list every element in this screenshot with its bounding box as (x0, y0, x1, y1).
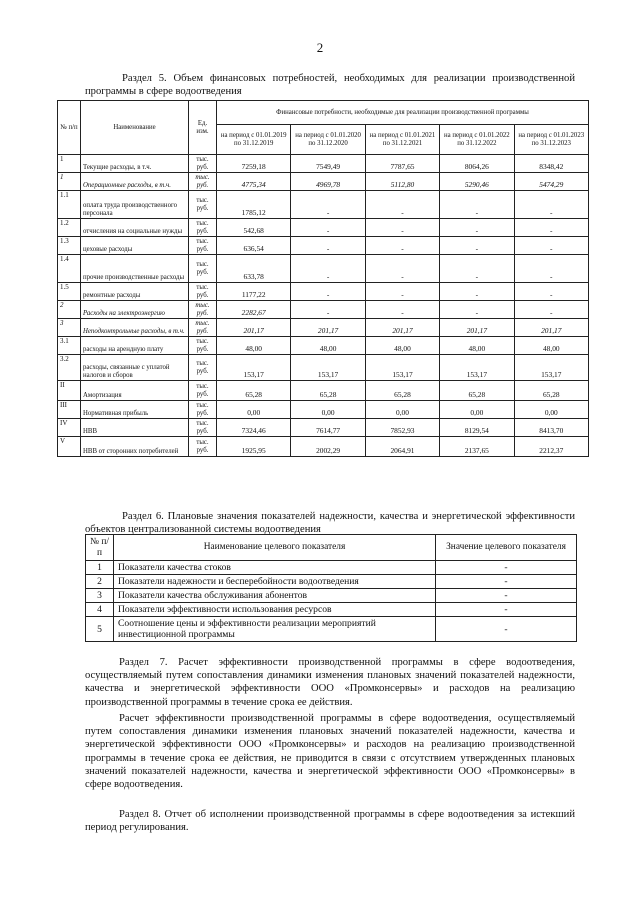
row-value: - (514, 219, 588, 237)
row-value: 7259,18 (217, 155, 291, 173)
row-value: 65,28 (440, 381, 514, 401)
col-header-value: Значение целевого показателя (436, 535, 577, 561)
row-value: 153,17 (217, 355, 291, 381)
row-value: - (440, 283, 514, 301)
row-number: 3.1 (58, 337, 81, 355)
row-value: 2064,91 (365, 437, 439, 457)
row-number: 1.4 (58, 255, 81, 283)
row-name: НВВ от сторонних потребителей (81, 437, 189, 457)
row-value: 0,00 (217, 401, 291, 419)
row-value: 7852,93 (365, 419, 439, 437)
row-value: 153,17 (365, 355, 439, 381)
row-value: - (440, 237, 514, 255)
row-number: 3.2 (58, 355, 81, 381)
row-name: Показатели эффективности использования ресурсов (114, 603, 436, 617)
row-number: 4 (86, 603, 114, 617)
table-row (58, 401, 589, 419)
row-value: 48,00 (365, 337, 439, 355)
row-value: 65,28 (514, 381, 588, 401)
row-value: 2002,29 (291, 437, 365, 457)
row-unit: тыс. руб. (189, 237, 217, 255)
row-value: 0,00 (291, 401, 365, 419)
table-row (86, 575, 577, 589)
row-value: 7549,49 (291, 155, 365, 173)
row-value: - (436, 603, 577, 617)
table-row (58, 255, 589, 283)
row-unit: тыс. руб. (189, 355, 217, 381)
row-value: 2282,67 (217, 301, 291, 319)
section5-heading-text: Раздел 5. Объем финансовых потребностей, необходимых для реализации производственной программы в сфере водоотведения (85, 73, 575, 97)
row-name: Операционные расходы, в т.ч. (81, 173, 189, 191)
col-header-no: № п/п (58, 101, 81, 155)
row-name: расходы на арендную плату (81, 337, 189, 355)
row-value: 636,54 (217, 237, 291, 255)
col-header-no: № п/п (86, 535, 114, 561)
section6-heading-text: Раздел 6. Плановые значения показателей надежности, качества и энергетической эффективности объектов централизованной системы водоотведения (85, 511, 575, 535)
row-unit: тыс. руб. (189, 419, 217, 437)
row-value: - (440, 191, 514, 219)
row-value: - (291, 283, 365, 301)
row-value: 201,17 (514, 319, 588, 337)
row-value: - (514, 237, 588, 255)
row-name: ремонтные расходы (81, 283, 189, 301)
row-value: 7787,65 (365, 155, 439, 173)
row-value: 8348,42 (514, 155, 588, 173)
row-value: 48,00 (440, 337, 514, 355)
row-name: Текущие расходы, в т.ч. (81, 155, 189, 173)
row-value: - (436, 561, 577, 575)
row-value: - (436, 617, 577, 642)
row-value: - (440, 301, 514, 319)
row-value: 201,17 (365, 319, 439, 337)
row-unit: тыс. руб. (189, 437, 217, 457)
col-header-period: на период с 01.01.2020 по 31.12.2020 (291, 125, 365, 155)
row-name: расходы, связанные с уплатой налогов и сборов (81, 355, 189, 381)
row-value: 2137,65 (440, 437, 514, 457)
row-value: - (440, 255, 514, 283)
row-value: 201,17 (217, 319, 291, 337)
row-name: Неподконтрольные расходы, в т.ч. (81, 319, 189, 337)
col-header-period: на период с 01.01.2022 по 31.12.2022 (440, 125, 514, 155)
row-name: Показатели качества обслуживания абонентов (114, 589, 436, 603)
row-number: 3 (58, 319, 81, 337)
table-row (58, 237, 589, 255)
row-unit: тыс. руб. (189, 219, 217, 237)
row-number: 2 (58, 301, 81, 319)
row-number: 1.3 (58, 237, 81, 255)
col-header-name: Наименование (81, 101, 189, 155)
row-value: - (291, 237, 365, 255)
section8-paragraph: Раздел 8. Отчет об исполнении производственной программы в сфере водоотведения за истекший период регулирования. (85, 809, 575, 834)
row-value: 65,28 (217, 381, 291, 401)
col-header-name: Наименование целевого показателя (114, 535, 436, 561)
row-value: 153,17 (514, 355, 588, 381)
table-row (58, 301, 589, 319)
row-value: - (291, 255, 365, 283)
table-row (86, 603, 577, 617)
table-row (58, 437, 589, 457)
col-header-unit: Ед. изм. (189, 101, 217, 155)
row-number: 5 (86, 617, 114, 642)
row-name: оплата труда производственного персонала (81, 191, 189, 219)
row-number: 3 (86, 589, 114, 603)
table-row (58, 381, 589, 401)
row-name: Соотношение цены и эффективности реализации мероприятий инвестиционной программы (114, 617, 436, 642)
row-value: 4969,78 (291, 173, 365, 191)
target-indicators-table (85, 534, 577, 642)
table-row (58, 155, 589, 173)
row-name: прочие производственные расходы (81, 255, 189, 283)
row-value: - (436, 575, 577, 589)
row-value: 48,00 (291, 337, 365, 355)
row-unit: тыс. руб. (189, 401, 217, 419)
row-value: 0,00 (514, 401, 588, 419)
row-value: - (365, 301, 439, 319)
row-name: Показатели качества стоков (114, 561, 436, 575)
financial-needs-table (57, 100, 589, 457)
row-value: 8129,54 (440, 419, 514, 437)
row-value: 1785,12 (217, 191, 291, 219)
row-unit: тыс. руб. (189, 283, 217, 301)
row-value: - (365, 191, 439, 219)
row-value: 153,17 (440, 355, 514, 381)
row-unit: тыс. руб. (189, 337, 217, 355)
row-value: - (514, 255, 588, 283)
row-value: 2212,37 (514, 437, 588, 457)
row-value: - (436, 589, 577, 603)
row-name: Амортизация (81, 381, 189, 401)
row-value: 65,28 (291, 381, 365, 401)
row-value: - (440, 219, 514, 237)
row-value: 8064,26 (440, 155, 514, 173)
row-unit: тыс. руб. (189, 173, 217, 191)
row-name: Показатели надежности и бесперебойности водоотведения (114, 575, 436, 589)
row-number: II (58, 381, 81, 401)
table-row (58, 283, 589, 301)
row-name: цеховые расходы (81, 237, 189, 255)
section7-paragraph-2: Расчет эффективности производственной программы в сфере водоотведения, осуществляемый путем сопоставления динамики изменения плановых значений показателей надежности, качества и энергетической эффективности ООО «Промконсервы» и расходов на реализацию производственной программы в течение срока ее действия, не приводится в связи с отсутствием утвержденных плановых значений показателей надежности, качества и энергетической эффективности ООО «Промконсервы» в сфере водоотведения. (85, 713, 575, 791)
row-number: IV (58, 419, 81, 437)
row-number: 1 (58, 173, 81, 191)
row-name: НВВ (81, 419, 189, 437)
row-name: Нормативная прибыль (81, 401, 189, 419)
col-header-period: на период с 01.01.2023 по 31.12.2023 (514, 125, 588, 155)
row-number: 1.5 (58, 283, 81, 301)
row-value: - (365, 283, 439, 301)
row-value: - (514, 283, 588, 301)
row-value: 201,17 (440, 319, 514, 337)
section7-paragraph-1: Раздел 7. Расчет эффективности производственной программы в сфере водоотведения, осуществляемый путем сопоставления динамики изменения плановых значений показателей надежности, качества и энергетической эффективности ООО «Промконсервы» и расходов на реализацию производственной программы в течение срока ее действия. (85, 657, 575, 708)
row-value: 7614,77 (291, 419, 365, 437)
row-number: 1 (86, 561, 114, 575)
col-header-period: на период с 01.01.2021 по 31.12.2021 (365, 125, 439, 155)
row-number: V (58, 437, 81, 457)
row-number: III (58, 401, 81, 419)
row-value: - (291, 219, 365, 237)
table-row (58, 191, 589, 219)
col-header-period: на период с 01.01.2019 по 31.12.2019 (217, 125, 291, 155)
row-unit: тыс. руб. (189, 381, 217, 401)
row-value: 5474,29 (514, 173, 588, 191)
row-value: - (365, 255, 439, 283)
row-unit: тыс. руб. (189, 319, 217, 337)
row-name: Расходы на электроэнергию (81, 301, 189, 319)
row-value: 5112,80 (365, 173, 439, 191)
table-row (58, 219, 589, 237)
row-value: - (514, 191, 588, 219)
row-value: - (291, 191, 365, 219)
section6-heading (85, 510, 575, 536)
table-row (58, 355, 589, 381)
row-unit: тыс. руб. (189, 301, 217, 319)
row-value: 7324,46 (217, 419, 291, 437)
col-header-group: Финансовые потребности, необходимые для реализации производственной программы (217, 101, 589, 125)
row-number: 1.1 (58, 191, 81, 219)
row-name: отчисления на социальные нужды (81, 219, 189, 237)
table-row (86, 617, 577, 642)
row-number: 1.2 (58, 219, 81, 237)
row-value: 8413,70 (514, 419, 588, 437)
page-number: 2 (316, 40, 324, 55)
table-row (86, 589, 577, 603)
row-value: 0,00 (440, 401, 514, 419)
row-value: 48,00 (217, 337, 291, 355)
row-value: 1177,22 (217, 283, 291, 301)
row-value: 48,00 (514, 337, 588, 355)
row-unit: тыс. руб. (189, 191, 217, 219)
row-value: 153,17 (291, 355, 365, 381)
row-value: 542,68 (217, 219, 291, 237)
row-value: - (514, 301, 588, 319)
row-value: - (365, 219, 439, 237)
row-unit: тыс. руб. (189, 155, 217, 173)
row-value: - (291, 301, 365, 319)
row-unit: тыс. руб. (189, 255, 217, 283)
table-row (58, 419, 589, 437)
row-number: 2 (86, 575, 114, 589)
row-value: 201,17 (291, 319, 365, 337)
row-value: - (365, 237, 439, 255)
section5-heading (85, 72, 575, 98)
row-value: 1925,95 (217, 437, 291, 457)
row-number: 1 (58, 155, 81, 173)
table-row (58, 319, 589, 337)
row-value: 4775,34 (217, 173, 291, 191)
row-value: 5290,46 (440, 173, 514, 191)
row-value: 0,00 (365, 401, 439, 419)
table-row (58, 337, 589, 355)
table-row (58, 173, 589, 191)
row-value: 633,78 (217, 255, 291, 283)
row-value: 65,28 (365, 381, 439, 401)
table-row (86, 561, 577, 575)
